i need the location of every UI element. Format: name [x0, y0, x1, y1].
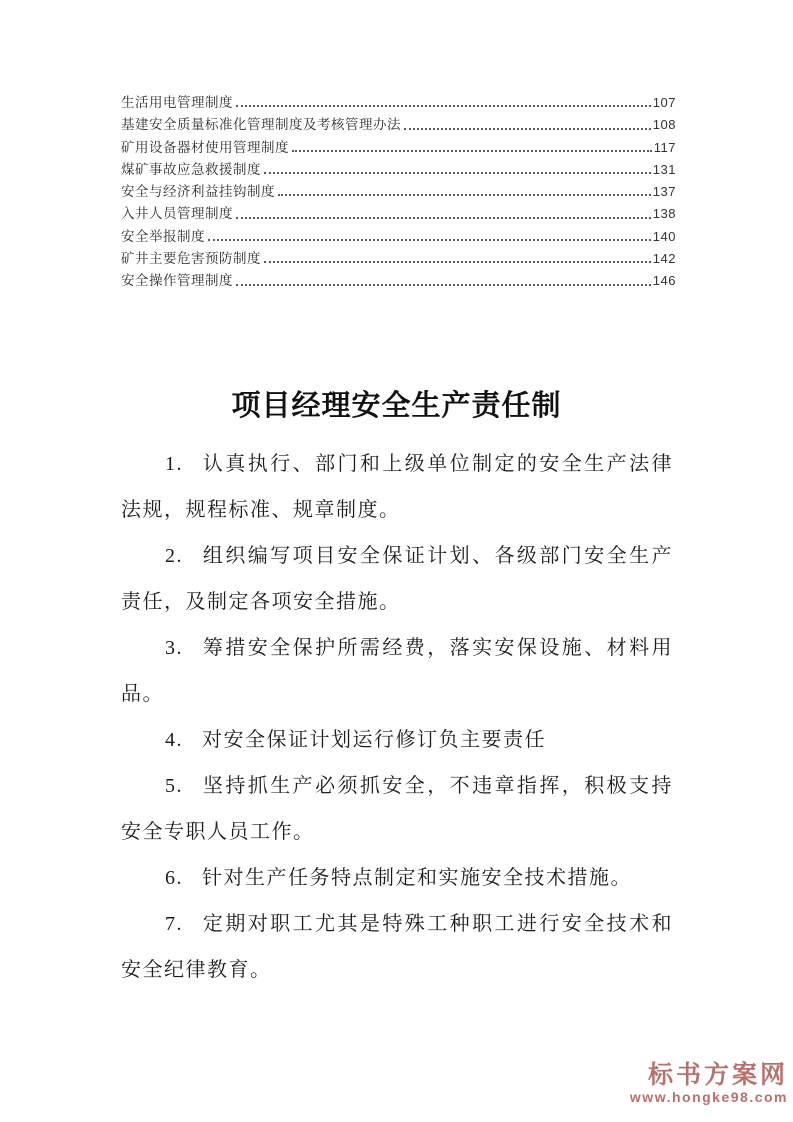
- list-item: [121, 763, 673, 855]
- list-item-number: 6.: [165, 867, 183, 889]
- watermark-site-name: 标书方案网: [647, 1061, 788, 1089]
- toc-entry-title: 安全与经济利益挂钩制度: [121, 184, 275, 200]
- section-body: [121, 441, 673, 993]
- toc-dot-leader: [292, 150, 652, 152]
- toc-page-number: 146: [652, 273, 676, 289]
- watermark-site-url: www.hongke98.com: [629, 1089, 788, 1105]
- toc-entry-title: 安全举报制度: [121, 228, 205, 244]
- toc-entry-title: 入井人员管理制度: [121, 206, 233, 222]
- table-of-contents: [121, 92, 676, 293]
- toc-entry[interactable]: [121, 248, 676, 270]
- list-item: [121, 533, 673, 625]
- toc-page-number: 107: [652, 95, 676, 110]
- list-item: [121, 625, 673, 717]
- toc-entry[interactable]: [121, 203, 676, 225]
- site-watermark: [630, 1061, 788, 1106]
- toc-entry[interactable]: [121, 92, 676, 114]
- toc-dot-leader: [236, 105, 651, 107]
- toc-page-number: 108: [652, 117, 676, 133]
- toc-page-number: 117: [653, 139, 676, 155]
- toc-dot-leader: [264, 261, 651, 263]
- list-item-text: 坚持抓生产必须抓安全，不违章指挥，积极支持安全专职人员工作。: [121, 775, 673, 843]
- toc-page-number: 140: [652, 228, 676, 244]
- list-item: [121, 901, 673, 993]
- toc-page-number: 131: [652, 161, 676, 177]
- list-item-number: 4.: [165, 729, 183, 751]
- list-item-number: 2.: [165, 545, 183, 567]
- toc-dot-leader: [236, 217, 651, 219]
- toc-entry[interactable]: [121, 270, 676, 292]
- toc-entry[interactable]: [121, 181, 676, 203]
- list-item-number: 1.: [165, 453, 183, 475]
- list-item-number: 3.: [165, 637, 183, 659]
- toc-dot-leader: [236, 284, 651, 286]
- toc-entry[interactable]: [121, 114, 676, 136]
- toc-dot-leader: [264, 172, 651, 174]
- toc-dot-leader: [208, 239, 651, 241]
- list-item-number: 7.: [165, 913, 183, 935]
- toc-page-number: 138: [652, 206, 676, 222]
- toc-entry[interactable]: [121, 137, 676, 159]
- toc-entry[interactable]: [121, 159, 676, 181]
- list-item-number: 5.: [165, 775, 183, 797]
- toc-entry-title: 矿用设备器材使用管理制度: [121, 139, 289, 155]
- list-item: [121, 855, 673, 901]
- toc-entry-title: 矿井主要危害预防制度: [121, 251, 261, 267]
- toc-entry[interactable]: [121, 226, 676, 248]
- list-item-text: 定期对职工尤其是特殊工种职工进行安全技术和安全纪律教育。: [121, 913, 673, 981]
- list-item-text: 认真执行、部门和上级单位制定的安全生产法律法规，规程标准、规章制度。: [121, 453, 673, 521]
- page-title: 项目经理安全生产责任制: [231, 390, 562, 422]
- toc-entry-title: 安全操作管理制度: [121, 273, 233, 289]
- toc-entry-title: 生活用电管理制度: [121, 95, 233, 110]
- list-item: [121, 441, 673, 533]
- toc-dot-leader: [404, 128, 651, 130]
- toc-page-number: 142: [652, 251, 676, 267]
- list-item: [121, 717, 673, 763]
- list-item-text: 针对生产任务特点制定和实施安全技术措施。: [202, 867, 632, 889]
- toc-entry-title: 基建安全质量标准化管理制度及考核管理办法: [121, 117, 401, 133]
- toc-page-number: 137: [652, 184, 676, 200]
- toc-entry-title: 煤矿事故应急救援制度: [121, 161, 261, 177]
- list-item-text: 对安全保证计划运行修订负主要责任: [202, 729, 546, 751]
- toc-dot-leader: [278, 194, 651, 196]
- list-item-text: 筹措安全保护所需经费，落实安保设施、材料用品。: [121, 637, 673, 705]
- list-item-text: 组织编写项目安全保证计划、各级部门安全生产责任，及制定各项安全措施。: [121, 545, 673, 613]
